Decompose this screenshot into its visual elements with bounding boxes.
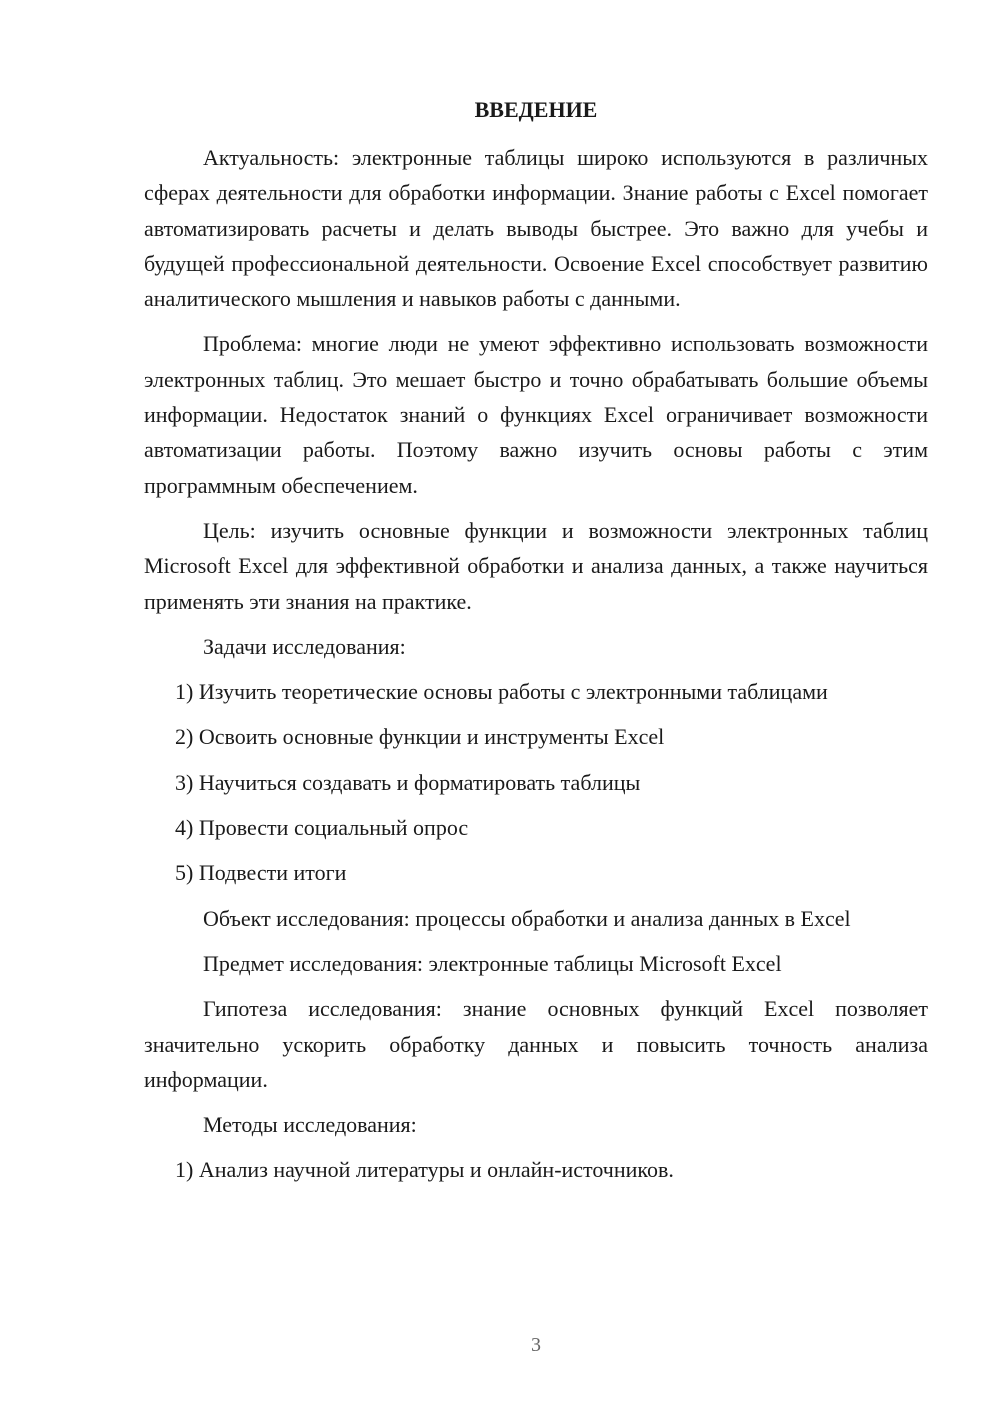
list-item-task-3: 3) Научиться создавать и форматировать таблицы <box>175 769 641 795</box>
tasks-list <box>144 674 928 890</box>
page-title: ВВЕДЕНИЕ <box>474 97 598 122</box>
document-page <box>144 95 928 1198</box>
relevance-paragraph: Актуальность: электронные таблицы широко используются в различных сферах деятельности для обработки информации. Знание работы с Excel помогает автоматизировать расчеты и делать выводы быстрее. Это важно для учебы и будущей профессиональной деятельности. Освоение Excel способствует развитию аналитического мышления и навыков работы с данными. <box>144 145 928 312</box>
list-item-task-2: 2) Освоить основные функции и инструменты Excel <box>175 724 665 750</box>
list-item-task-5: 5) Подвести итоги <box>175 860 347 886</box>
list-item-task-4: 4) Провести социальный опрос <box>175 815 469 841</box>
problem-paragraph: Проблема: многие люди не умеют эффективно использовать возможности электронных таблиц. Это мешает быстро и точно обрабатывать большие объемы информации. Недостаток знаний о функциях Excel ограничивает возможности автоматизации работы. Поэтому важно изучить основы работы с этим программным обеспечением. <box>144 331 928 498</box>
methods-heading: Методы исследования: <box>203 1112 417 1138</box>
goal-paragraph: Цель: изучить основные функции и возможности электронных таблиц Microsoft Excel для эффективной обработки и анализа данных, а также научиться применять эти знания на практике. <box>144 517 928 614</box>
object-paragraph: Объект исследования: процессы обработки и анализа данных в Excel <box>203 905 851 931</box>
subject-paragraph: Предмет исследования: электронные таблицы Microsoft Excel <box>203 950 782 976</box>
list-item-method-1: 1) Анализ научной литературы и онлайн-источников. <box>175 1157 674 1183</box>
page-number: 3 <box>531 1334 541 1356</box>
methods-list <box>144 1152 928 1187</box>
list-item-task-1: 1) Изучить теоретические основы работы с электронными таблицами <box>175 679 828 705</box>
hypothesis-paragraph: Гипотеза исследования: знание основных функций Excel позволяет значительно ускорить обработку данных и повысить точность анализа информации. <box>144 996 928 1092</box>
tasks-heading: Задачи исследования: <box>203 633 406 659</box>
